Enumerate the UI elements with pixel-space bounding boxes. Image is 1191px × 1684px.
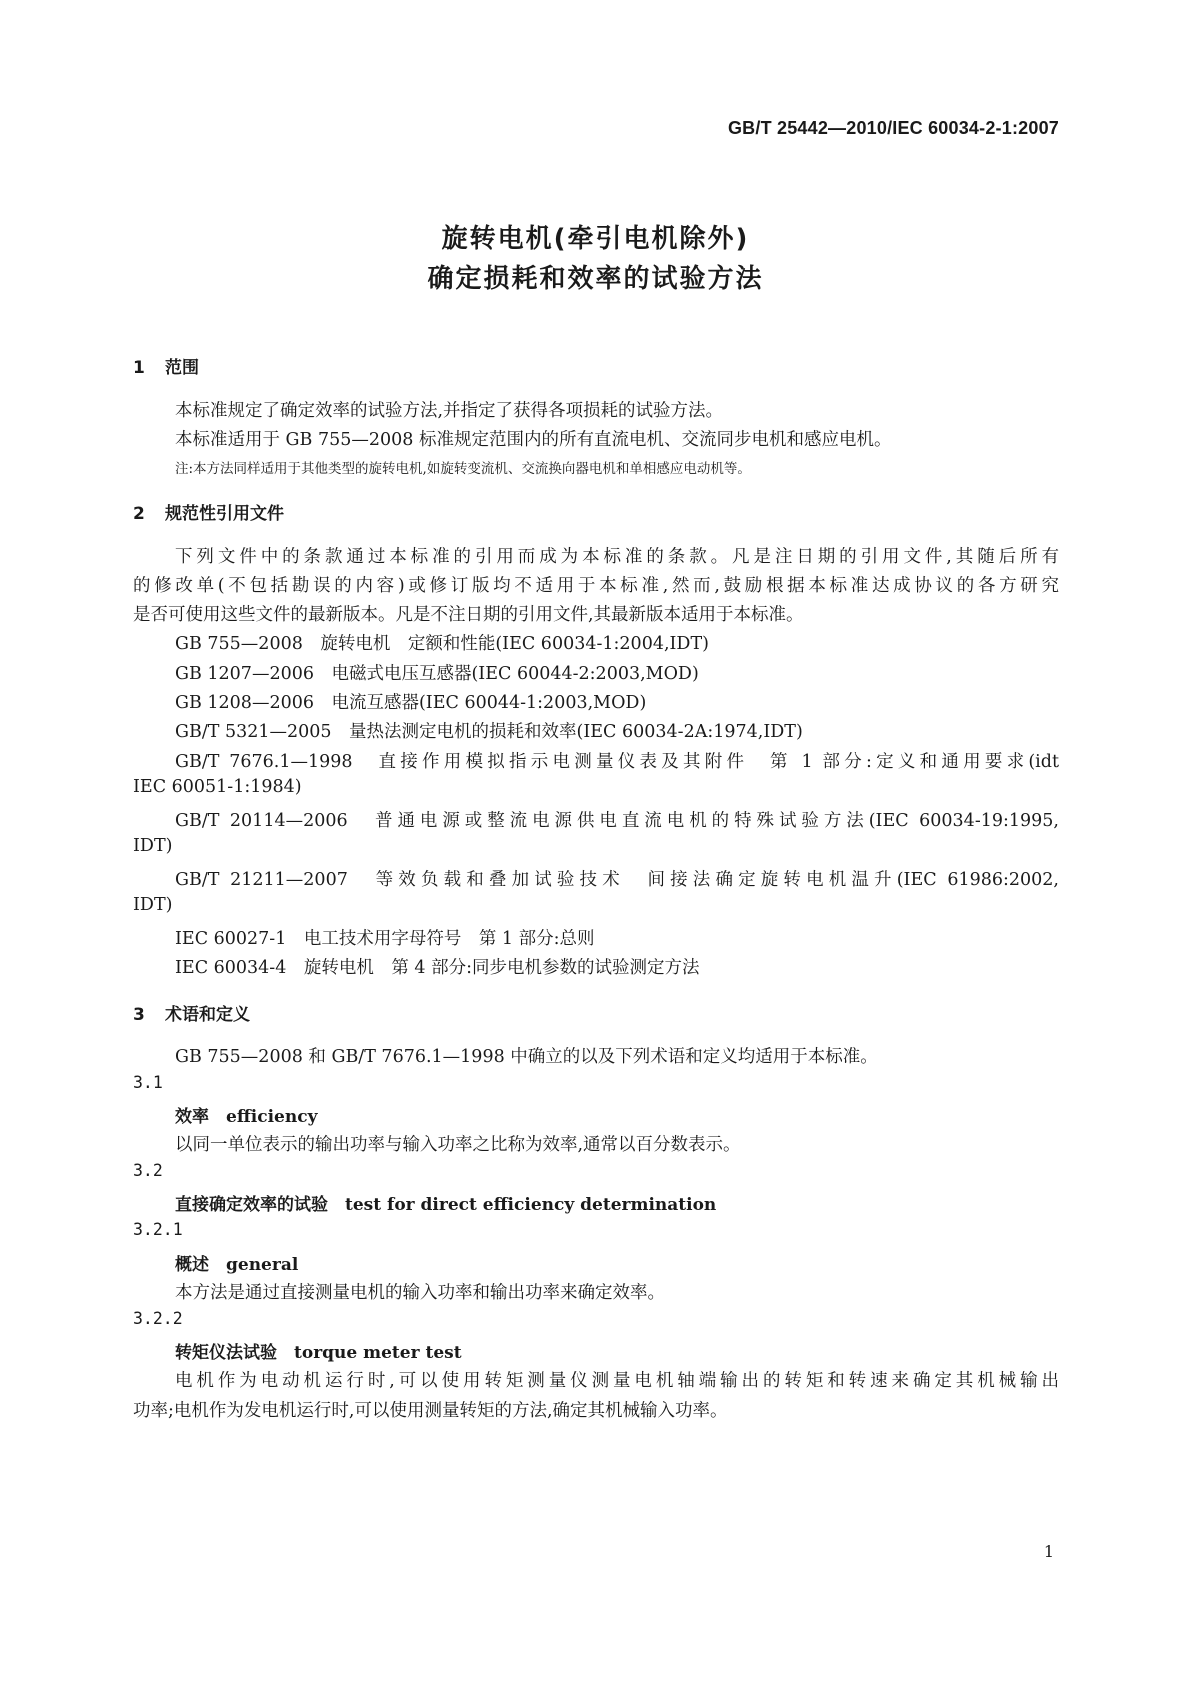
reference-item-line-1: GB/T 20114—2006 普通电源或整流电源供电直流电机的特殊试验方法(IEC 60034-19:1995, <box>175 811 1059 831</box>
terms-intro: GB 755—2008 和 GB/T 7676.1—1998 中确立的以及下列术语和定义均适用于本标准。 <box>175 1047 878 1067</box>
reference-item-line-1: GB/T 7676.1—1998 直接作用模拟指示电测量仪表及其附件 第 1 部分:定义和通用要求(idt <box>175 752 1059 772</box>
standard-code-header: GB/T 25442—2010/IEC 60034-2-1:2007 <box>727 118 1059 138</box>
reference-item-line-2: IDT) <box>133 836 173 856</box>
reference-item: GB 755—2008 旋转电机 定额和性能(IEC 60034-1:2004,IDT) <box>175 634 709 654</box>
section-1-heading <box>133 353 199 378</box>
clause-number: 3.2.1 <box>133 1220 183 1239</box>
scope-note: 注:本方法同样适用于其他类型的旋转电机,如旋转变流机、交流换向器电机和单相感应电动机等。 <box>175 461 751 477</box>
reference-item: IEC 60034-4 旋转电机 第 4 部分:同步电机参数的试验测定方法 <box>175 958 700 978</box>
clause-number: 3.2.2 <box>133 1309 183 1328</box>
clause-number: 3.2 <box>133 1161 163 1180</box>
section-title: 范围 <box>165 358 199 378</box>
scope-paragraph-1: 本标准规定了确定效率的试验方法,并指定了获得各项损耗的试验方法。 <box>175 401 724 421</box>
document-title-line1: 旋转电机(牵引电机除外) <box>441 224 750 254</box>
term-definition-line-2: 功率;电机作为发电机运行时,可以使用测量转矩的方法,确定其机械输入功率。 <box>133 1401 728 1421</box>
reference-item-line-2: IEC 60051-1:1984) <box>133 777 302 797</box>
section-title: 术语和定义 <box>165 1005 250 1025</box>
term-heading: 概述 general <box>175 1255 299 1275</box>
reference-item-line-2: IDT) <box>133 895 173 915</box>
reference-item: GB 1207—2006 电磁式电压互感器(IEC 60044-2:2003,MOD) <box>175 664 699 684</box>
references-intro-line-3: 是否可使用这些文件的最新版本。凡是不注日期的引用文件,其最新版本适用于本标准。 <box>133 605 804 625</box>
reference-item: GB/T 5321—2005 量热法测定电机的损耗和效率(IEC 60034-2A:1974,IDT) <box>175 722 803 742</box>
term-definition: 本方法是通过直接测量电机的输入功率和输出功率来确定效率。 <box>175 1283 665 1303</box>
page-number: 1 <box>1043 1542 1054 1561</box>
term-definition: 以同一单位表示的输出功率与输入功率之比称为效率,通常以百分数表示。 <box>175 1135 741 1155</box>
section-3-heading <box>133 1000 250 1025</box>
section-2-heading <box>133 499 284 524</box>
scope-paragraph-2: 本标准适用于 GB 755—2008 标准规定范围内的所有直流电机、交流同步电机和感应电机。 <box>175 430 892 450</box>
section-title: 规范性引用文件 <box>165 504 284 524</box>
section-number: 2 <box>133 504 145 524</box>
section-number: 1 <box>133 358 145 378</box>
term-definition-line-1: 电机作为电动机运行时,可以使用转矩测量仪测量电机轴端输出的转矩和转速来确定其机械输出 <box>175 1371 1059 1391</box>
references-intro-line-2: 的修改单(不包括勘误的内容)或修订版均不适用于本标准,然而,鼓励根据本标准达成协议的各方研究 <box>133 576 1059 596</box>
term-heading: 直接确定效率的试验 test for direct efficiency determination <box>175 1195 717 1215</box>
reference-item-line-1: GB/T 21211—2007 等效负载和叠加试验技术 间接法确定旋转电机温升(IEC 61986:2002, <box>175 870 1059 890</box>
clause-number: 3.1 <box>133 1073 163 1092</box>
references-intro-line-1: 下列文件中的条款通过本标准的引用而成为本标准的条款。凡是注日期的引用文件,其随后所有 <box>175 547 1059 567</box>
reference-item: GB 1208—2006 电流互感器(IEC 60044-1:2003,MOD) <box>175 693 647 713</box>
document-title-line2: 确定损耗和效率的试验方法 <box>427 264 764 294</box>
term-heading: 转矩仪法试验 torque meter test <box>175 1343 462 1363</box>
reference-item: IEC 60027-1 电工技术用字母符号 第 1 部分:总则 <box>175 929 595 949</box>
section-number: 3 <box>133 1005 145 1025</box>
term-heading: 效率 efficiency <box>175 1107 318 1127</box>
